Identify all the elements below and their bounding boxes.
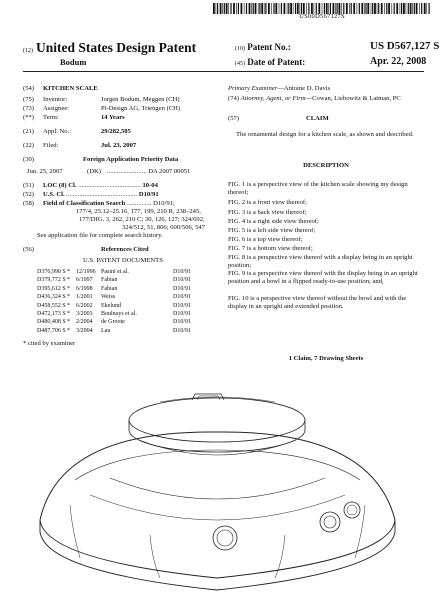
reference-num: D395,612 S bbox=[37, 285, 66, 292]
kitchen-scale-perspective-drawing bbox=[0, 392, 447, 600]
reference-row bbox=[37, 302, 203, 310]
reference-num: D472,173 S bbox=[37, 311, 66, 317]
reference-date: 2/2004 bbox=[76, 319, 93, 326]
reference-cls: D10/91 bbox=[173, 285, 191, 292]
reference-name: Lau bbox=[101, 327, 111, 334]
patent-number-value: US D567,127 S bbox=[370, 40, 440, 52]
reference-row bbox=[37, 268, 203, 276]
classification-line: 177/DIG. 3, 262, 210 C; 30, 126, 127; 324/692, bbox=[79, 216, 205, 223]
inventor-surname: Bodum bbox=[60, 57, 87, 67]
field-73: (73) Assignee: Pi-Design AG, Triengen (CH) bbox=[23, 105, 181, 112]
primary-examiner: Primary Examiner—Antoine D. Davis bbox=[228, 85, 331, 92]
priority-entry: Jun. 25, 2007 (DK) ........................ DA 2007 00051 bbox=[27, 168, 191, 175]
reference-date: 1/2001 bbox=[76, 294, 93, 301]
figure-description: FIG. 9 is a perspective view thereof with the display being in an upright position and a bowl in a flipped ready-to-use position; and, bbox=[228, 270, 418, 285]
reference-date: 3/2004 bbox=[76, 327, 93, 334]
reference-date: 6/1997 bbox=[76, 277, 93, 284]
field-75: (75) Inventor: Jorgen Bodum, Meggen (CH) bbox=[23, 96, 180, 103]
claims-summary: 1 Claim, 7 Drawing Sheets bbox=[288, 355, 364, 362]
reference-num: D379,772 S bbox=[37, 277, 66, 284]
title-text: United States Design Patent bbox=[36, 40, 197, 55]
field-52: (52) U.S. Cl. ........................................... D10/91 bbox=[23, 191, 159, 198]
reference-num: D436,324 S bbox=[37, 294, 66, 301]
reference-name: Weiss bbox=[101, 294, 116, 301]
description-title: DESCRIPTION bbox=[303, 162, 349, 169]
figure-description: FIG. 4 is a right side view thereof; bbox=[228, 218, 319, 225]
reference-star: * bbox=[67, 285, 70, 292]
patent-number-code: (10) bbox=[235, 46, 245, 52]
reference-num: D480,408 S bbox=[37, 319, 66, 326]
search-history-note: See application file for complete search history. bbox=[37, 232, 163, 239]
reference-date: 6/2002 bbox=[76, 302, 93, 309]
reference-cls: D10/91 bbox=[173, 294, 191, 301]
reference-num: D376,990 S bbox=[37, 269, 66, 275]
reference-star: * bbox=[67, 277, 70, 284]
field-21: (21) Appl. No.: 29/282,505 bbox=[23, 128, 131, 135]
figure-description: FIG. 5 is a left side view thereof; bbox=[228, 227, 316, 234]
reference-num: D487,706 S bbox=[37, 327, 66, 334]
us-patent-documents-title: U.S. PATENT DOCUMENTS bbox=[83, 257, 163, 264]
reference-num: D458,552 S bbox=[37, 302, 66, 309]
figure-description: FIG. 1 is a perspective view of the kitchen scale showing my design thereof; bbox=[228, 181, 408, 196]
patent-date-label: Date of Patent: bbox=[247, 57, 306, 67]
figure-description: FIG. 10 is a perspective view thereof without the bowl and with the display in an upright and extended position. bbox=[228, 295, 407, 310]
reference-row bbox=[37, 293, 203, 301]
reference-name: Pasini et al. bbox=[101, 269, 129, 275]
patent-type-title bbox=[23, 40, 196, 56]
field-term: (**) Term: 14 Years bbox=[23, 114, 125, 121]
figure-description: FIG. 3 is a back view thereof; bbox=[228, 209, 307, 216]
field-56: (56) References Cited bbox=[23, 246, 149, 253]
reference-row bbox=[37, 276, 203, 284]
reference-date: 6/1998 bbox=[76, 285, 93, 292]
reference-row bbox=[37, 310, 203, 318]
reference-name: Boulnays et al. bbox=[101, 311, 137, 317]
reference-star: * bbox=[67, 294, 70, 301]
reference-star: * bbox=[67, 311, 70, 317]
claim-text: The ornamental design for a kitchen scale, as shown and described. bbox=[236, 131, 414, 138]
reference-name: Fabian bbox=[101, 285, 118, 292]
reference-date: 3/2003 bbox=[76, 311, 93, 317]
field-54: (54) KITCHEN SCALE bbox=[23, 85, 98, 92]
reference-row bbox=[37, 327, 203, 335]
reference-row bbox=[37, 318, 203, 326]
reference-cls: D10/91 bbox=[173, 311, 191, 317]
reference-row bbox=[37, 285, 203, 293]
classification-line: 324/512, 51, 806; 600/506, 547 bbox=[122, 224, 205, 231]
figure-description: FIG. 7 is a bottom view thereof; bbox=[228, 245, 313, 252]
patent-date-value: Apr. 22, 2008 bbox=[370, 56, 427, 67]
reference-star: * bbox=[67, 269, 70, 275]
reference-star: * bbox=[67, 319, 70, 326]
title-code: (12) bbox=[23, 48, 33, 54]
reference-cls: D10/91 bbox=[173, 319, 191, 326]
patent-number bbox=[235, 40, 440, 52]
document-number: US00D567127S bbox=[299, 13, 345, 20]
reference-cls: D10/91 bbox=[173, 302, 191, 309]
inventor-name: Jorgen Bodum, Meggen (CH) bbox=[101, 96, 180, 103]
assignee-name: Pi-Design AG, Triengen (CH) bbox=[101, 105, 181, 112]
field-57: (57) CLAIM bbox=[228, 115, 329, 122]
reference-star: * bbox=[67, 302, 70, 309]
patent-number-label: Patent No.: bbox=[247, 42, 291, 52]
figure-description: FIG. 6 is a top view thereof; bbox=[228, 236, 303, 243]
figure-description: FIG. 2 is a front view thereof; bbox=[228, 199, 307, 206]
reference-cls: D10/91 bbox=[173, 277, 191, 284]
classification-line: 177/4, 25.12–25.16, 177, 199, 210 R, 238–245, bbox=[76, 208, 201, 215]
field-58: (58) Field of Classification Search ............... D10/91; bbox=[23, 200, 175, 207]
figure-description: FIG. 8 is a perspective view thereof with a display being in an upright position; bbox=[228, 254, 413, 269]
patent-date-code: (45) bbox=[235, 61, 245, 67]
reference-cls: D10/91 bbox=[173, 327, 191, 334]
field-30: (30) Foreign Application Priority Data bbox=[23, 156, 179, 163]
reference-date: 12/1996 bbox=[76, 269, 96, 275]
field-51: (51) LOC (8) Cl. ...................................... 10-04 bbox=[23, 182, 158, 189]
reference-cls: D10/91 bbox=[173, 269, 191, 275]
field-22: (22) Filed: Jul. 23, 2007 bbox=[23, 142, 137, 149]
cited-by-examiner-note: * cited by examiner bbox=[23, 340, 76, 347]
patent-date bbox=[235, 56, 427, 67]
reference-name: Fabian bbox=[101, 277, 118, 284]
reference-star: * bbox=[67, 327, 70, 334]
header-rule bbox=[23, 71, 424, 72]
field-74: (74) Attorney, Agent, or Firm—Cowan, Liebowitz & Latman, PC bbox=[228, 95, 401, 102]
reference-name: Ekelund bbox=[101, 302, 121, 309]
reference-name: de Groote bbox=[101, 319, 125, 326]
